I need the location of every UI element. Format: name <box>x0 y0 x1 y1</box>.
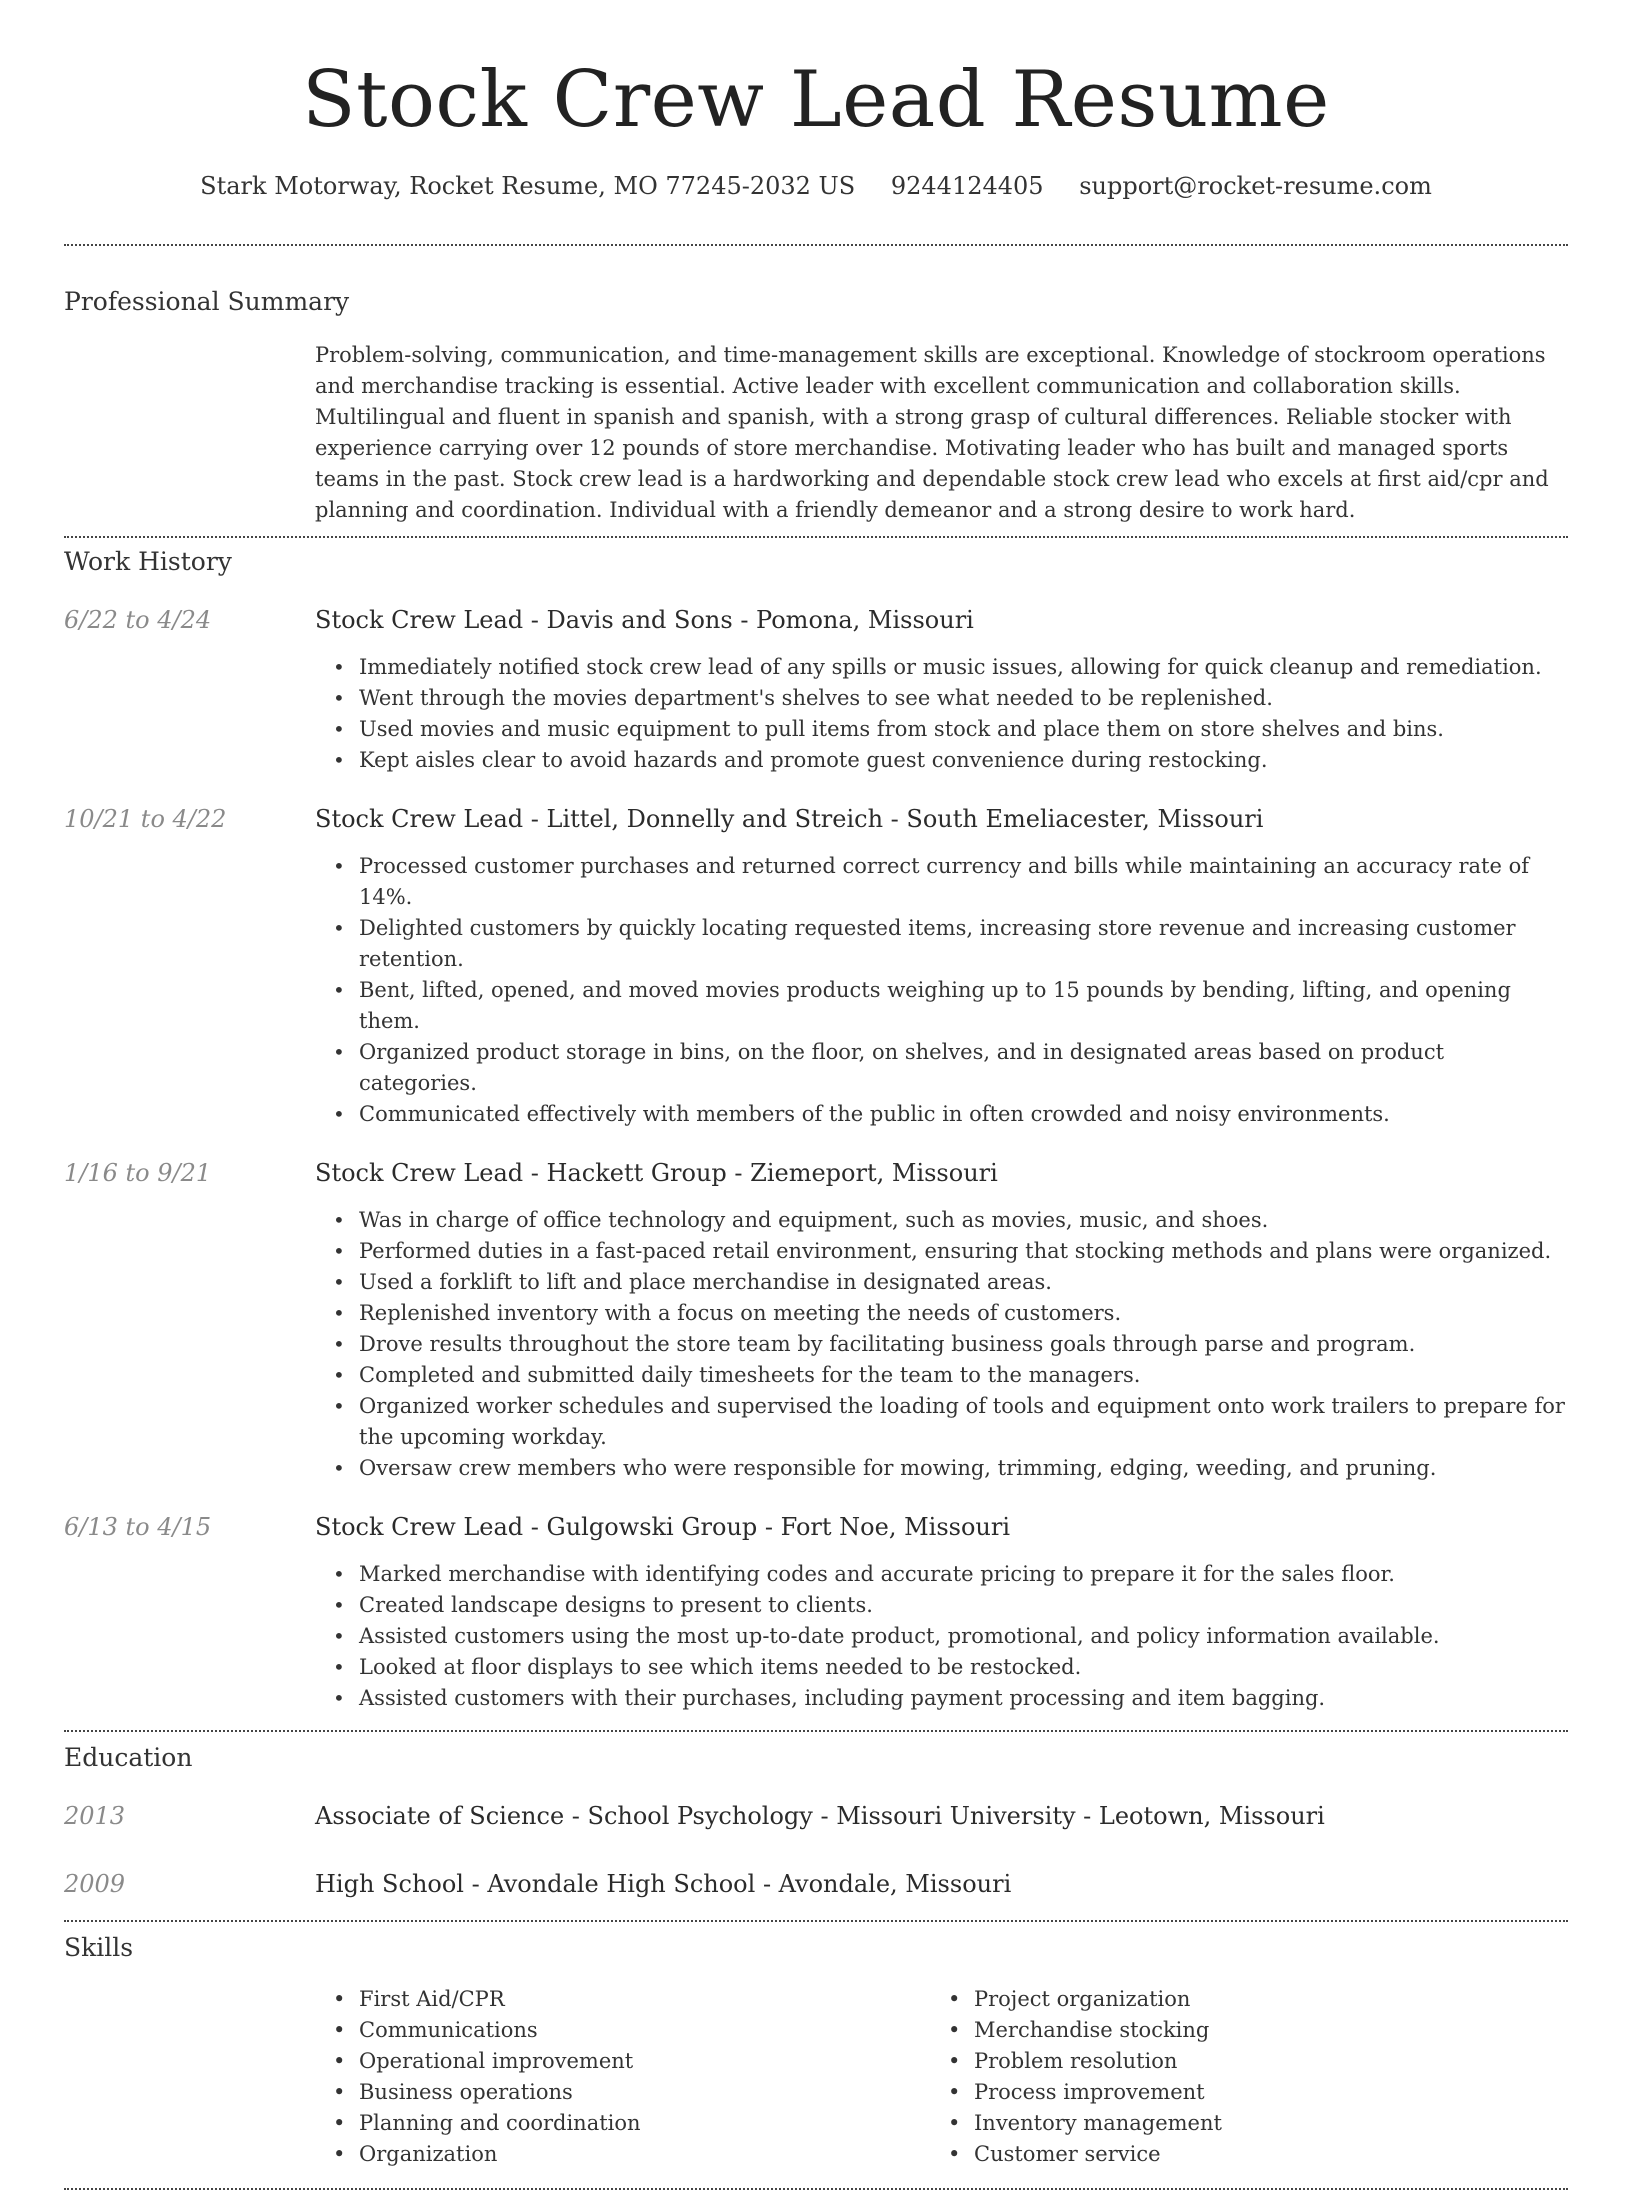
job-date: 10/21 to 4/22 <box>64 805 227 833</box>
list-item: • Performed duties in a fast-paced retail environment, ensuring that stocking methods and plans were organized. <box>359 1236 1568 1267</box>
education-year: 2013 <box>64 1802 126 1830</box>
list-item: • Bent, lifted, opened, and moved movies products weighing up to 15 pounds by bending, lifting, and opening them. <box>359 975 1568 1037</box>
contact-line <box>64 170 1568 202</box>
skills-list-right <box>930 1984 1545 2170</box>
education-section <box>64 1742 1568 1900</box>
list-item: • Created landscape designs to present to clients. <box>359 1590 1568 1621</box>
education-entry <box>64 1868 1568 1900</box>
job-bullets <box>315 1559 1568 1714</box>
list-item: • Looked at floor displays to see which items needed to be restocked. <box>359 1652 1568 1683</box>
job-entry <box>64 604 1568 776</box>
list-item: • First Aid/CPR <box>359 1984 930 2015</box>
job-date: 6/13 to 4/15 <box>64 1513 212 1541</box>
education-title: High School - Avondale High School - Avondale, Missouri <box>315 1870 1012 1898</box>
list-item: • Used movies and music equipment to pull items from stock and place them on store shelves and bins. <box>359 714 1568 745</box>
list-item: • Kept aisles clear to avoid hazards and promote guest convenience during restocking. <box>359 745 1568 776</box>
list-item: • Organized worker schedules and supervised the loading of tools and equipment onto work trailers to prepare for the upcoming workday. <box>359 1391 1568 1453</box>
skills-list-left <box>315 1984 930 2170</box>
list-item: • Marked merchandise with identifying codes and accurate pricing to prepare it for the sales floor. <box>359 1559 1568 1590</box>
list-item: • Organized product storage in bins, on the floor, on shelves, and in designated areas based on product categories. <box>359 1037 1568 1099</box>
list-item: • Was in charge of office technology and equipment, such as movies, music, and shoes. <box>359 1205 1568 1236</box>
education-entry <box>64 1800 1568 1832</box>
contact-email[interactable]: support@rocket-resume.com <box>1079 172 1432 200</box>
education-year: 2009 <box>64 1870 126 1898</box>
list-item: • Process improvement <box>974 2077 1545 2108</box>
list-item: • Communicated effectively with members of the public in often crowded and noisy environments. <box>359 1099 1568 1130</box>
list-item: • Operational improvement <box>359 2046 930 2077</box>
section-divider <box>64 536 1568 538</box>
list-item: • Organization <box>359 2139 930 2170</box>
list-item: • Communications <box>359 2015 930 2046</box>
education-heading: Education <box>64 1743 193 1772</box>
list-item: • Drove results throughout the store team by facilitating business goals through parse and program. <box>359 1329 1568 1360</box>
section-divider <box>64 1920 1568 1922</box>
list-item: • Used a forklift to lift and place merchandise in designated areas. <box>359 1267 1568 1298</box>
list-item: • Problem resolution <box>974 2046 1545 2077</box>
contact-address: Stark Motorway, Rocket Resume, MO 77245-2032 US <box>200 172 856 200</box>
job-date: 1/16 to 9/21 <box>64 1159 212 1187</box>
job-bullets <box>315 851 1568 1130</box>
education-title: Associate of Science - School Psychology - Missouri University - Leotown, Missouri <box>315 1802 1325 1830</box>
job-title: Stock Crew Lead - Davis and Sons - Pomona, Missouri <box>315 606 974 634</box>
list-item: • Assisted customers with their purchases, including payment processing and item bagging. <box>359 1683 1568 1714</box>
summary-section <box>64 286 1568 526</box>
list-item: • Replenished inventory with a focus on meeting the needs of customers. <box>359 1298 1568 1329</box>
summary-heading: Professional Summary <box>64 287 350 316</box>
skills-section <box>64 1932 1568 2170</box>
skills-columns <box>315 1984 1568 2170</box>
list-item: • Went through the movies department's shelves to see what needed to be replenished. <box>359 683 1568 714</box>
list-item: • Planning and coordination <box>359 2108 930 2139</box>
job-title: Stock Crew Lead - Gulgowski Group - Fort Noe, Missouri <box>315 1513 1011 1541</box>
job-bullets <box>315 1205 1568 1484</box>
list-item: • Oversaw crew members who were responsible for mowing, trimming, edging, weeding, and pruning. <box>359 1453 1568 1484</box>
job-title: Stock Crew Lead - Littel, Donnelly and Streich - South Emeliacester, Missouri <box>315 805 1264 833</box>
section-divider <box>64 244 1568 246</box>
job-date: 6/22 to 4/24 <box>64 606 212 634</box>
list-item: • Delighted customers by quickly locating requested items, increasing store revenue and increasing customer retention. <box>359 913 1568 975</box>
list-item: • Project organization <box>974 1984 1545 2015</box>
contact-phone: 9244124405 <box>890 172 1044 200</box>
job-entry <box>64 803 1568 1130</box>
work-history-section <box>64 546 1568 1714</box>
resume-title: Stock Crew Lead Resume <box>302 55 1330 145</box>
list-item: • Immediately notified stock crew lead of any spills or music issues, allowing for quick cleanup and remediation. <box>359 652 1568 683</box>
list-item: • Assisted customers using the most up-to-date product, promotional, and policy information available. <box>359 1621 1568 1652</box>
skills-heading: Skills <box>64 1933 134 1962</box>
list-item: • Business operations <box>359 2077 930 2108</box>
job-entry <box>64 1157 1568 1484</box>
list-item: • Processed customer purchases and returned correct currency and bills while maintaining an accuracy rate of 14%. <box>359 851 1568 913</box>
resume-page <box>64 0 1568 2190</box>
job-title: Stock Crew Lead - Hackett Group - Ziemeport, Missouri <box>315 1159 998 1187</box>
job-bullets <box>315 652 1568 776</box>
list-item: • Customer service <box>974 2139 1545 2170</box>
section-divider <box>64 1730 1568 1732</box>
job-entry <box>64 1511 1568 1714</box>
list-item: • Completed and submitted daily timesheets for the team to the managers. <box>359 1360 1568 1391</box>
list-item: • Inventory management <box>974 2108 1545 2139</box>
work-history-heading: Work History <box>64 547 232 576</box>
list-item: • Merchandise stocking <box>974 2015 1545 2046</box>
summary-text: Problem-solving, communication, and time-management skills are exceptional. Knowledge of stockroom operations and merchandise tracking is essential. Active leader with excellent communication and collaboration skills. Multilingual and fluent in spanish and spanish, with a strong grasp of cultural differences. Reliable stocker with experience carrying over 12 pounds of store merchandise. Motivating leader who has built and managed sports teams in the past. Stock crew lead is a hardworking and dependable stock crew lead who excels at first aid/cpr and planning and coordination. Individual with a friendly demeanor and a strong desire to work hard. <box>315 343 1549 522</box>
